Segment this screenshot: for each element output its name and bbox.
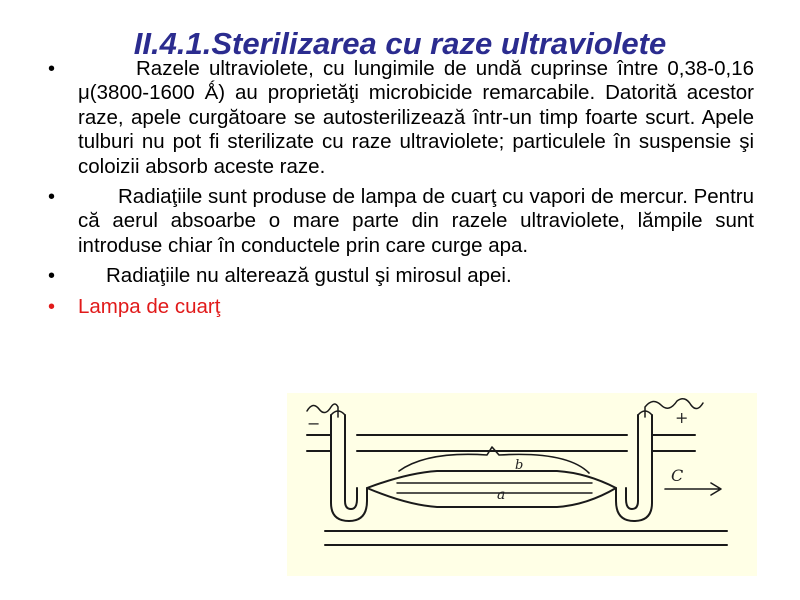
chamber-label: b	[515, 458, 524, 473]
bullet-item-taste-smell	[48, 264, 754, 288]
minus-label: −	[307, 414, 321, 433]
lamp-body	[367, 471, 616, 507]
flow-label: C	[671, 466, 684, 485]
quartz-lamp-diagram	[287, 393, 757, 576]
bullet-item-radiation-source	[48, 185, 754, 258]
right-u-tube	[616, 415, 652, 521]
bullet-text: Radiaţiile nu alterează gustul şi mirosul apei.	[106, 264, 512, 288]
plus-label: +	[675, 408, 689, 427]
bullet-dot: •	[48, 295, 56, 318]
bullet-text: Razele ultraviolete, cu lungimile de undă cuprinse între 0,38-0,16 μ(3800-1600 Ǻ) au proprietăţi microbicide remarcabile. Datorită acestor raze, apele curgătoare se autosterilizează într-un timp foarte scurt. Apele tulburi nu pot fi sterilizate cu raze ultraviolete; particulele în suspensie şi coloizii absorb aceste raze.	[78, 57, 754, 178]
bullet-text: Radiaţiile sunt produse de lampa de cuarţ cu vapori de mercur. Pentru că aerul absoarbe o mare parte din razele ultraviolete, lămpile sunt introduse chiar în conductele prin care curge apa.	[78, 185, 754, 257]
slide-title: II.4.1.Sterilizarea cu raze ultraviolete	[133, 26, 667, 61]
bullet-dot: •	[48, 58, 56, 80]
bullet-list	[48, 57, 754, 325]
bullet-dot: •	[48, 186, 56, 209]
right-wire	[645, 399, 703, 417]
bullet-text: Lampa de cuarţ	[78, 294, 221, 318]
left-u-tube	[331, 415, 367, 521]
quartz-lamp-drawing	[287, 393, 757, 576]
tube-label: a	[497, 487, 506, 503]
bullet-dot: •	[48, 265, 56, 288]
bullet-item-uv-rays	[48, 57, 754, 179]
bullet-item-quartz-lamp	[48, 295, 754, 319]
